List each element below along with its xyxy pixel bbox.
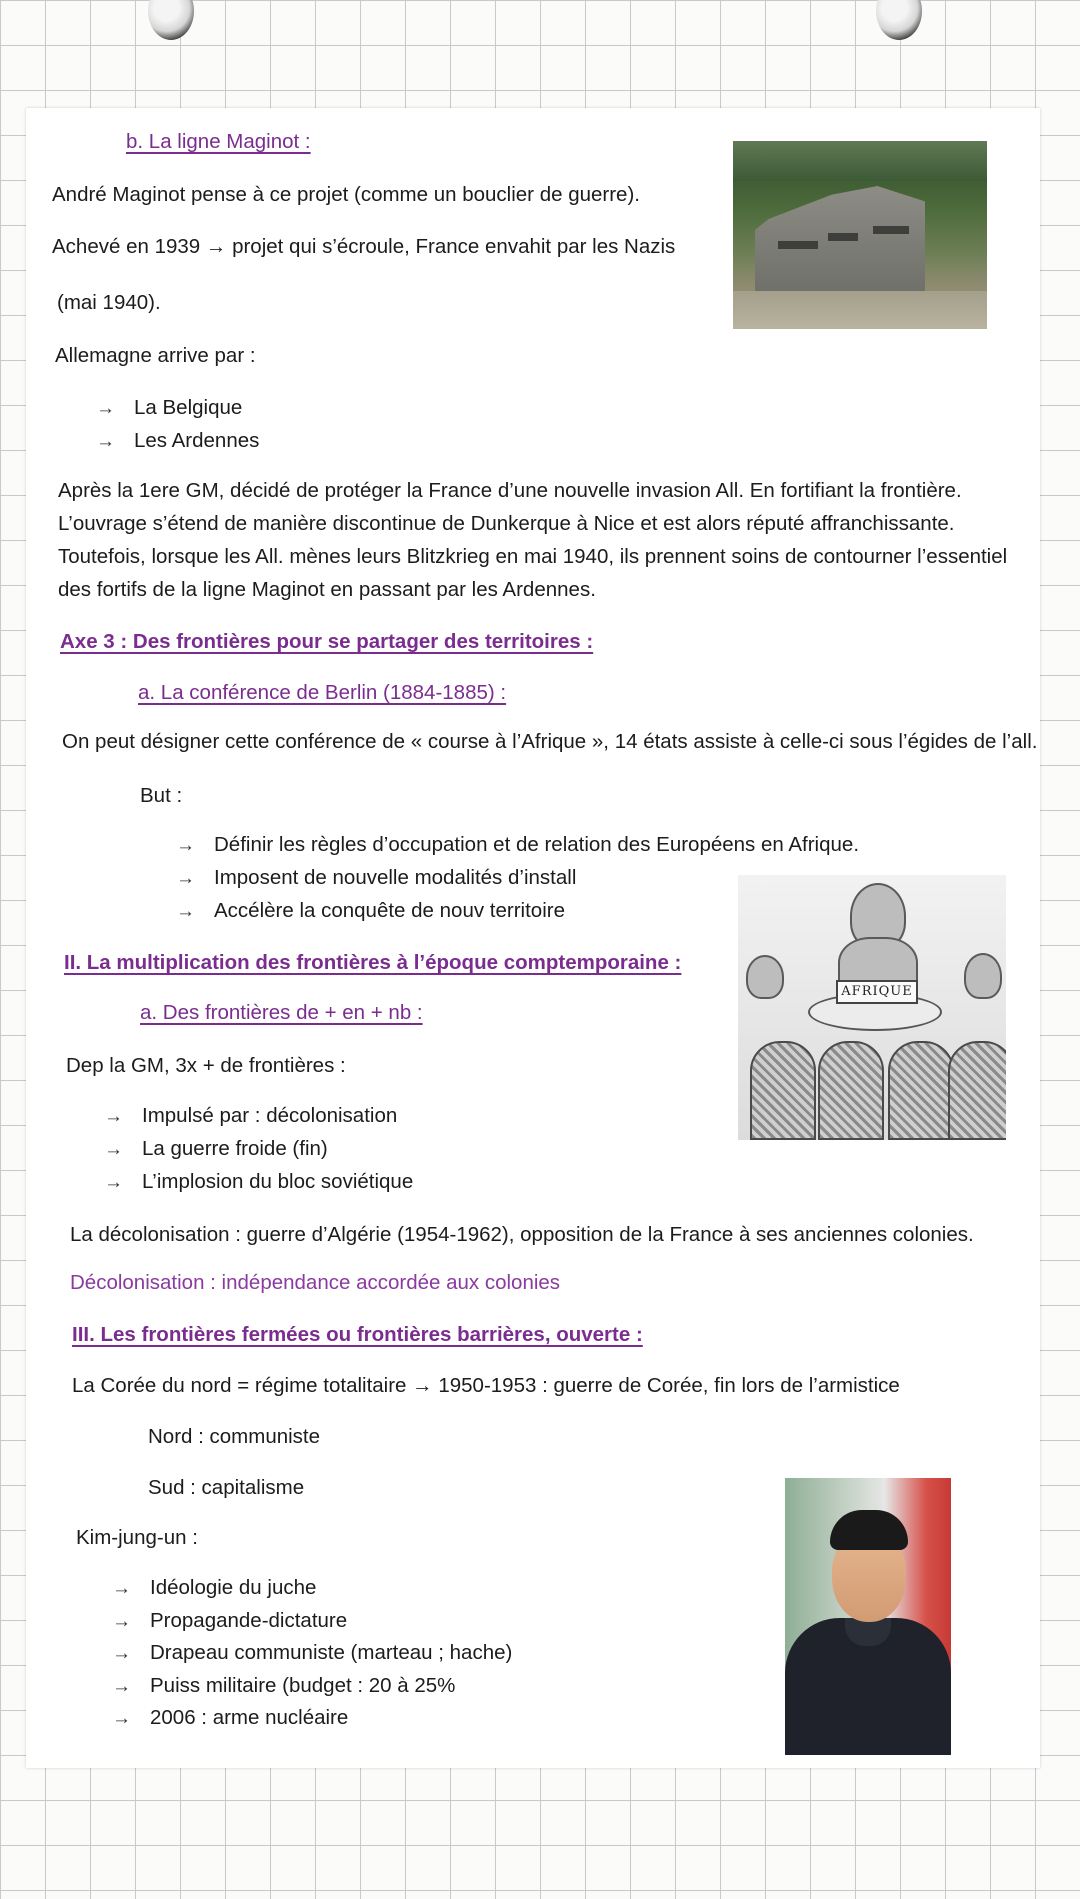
list-item [112,1705,348,1732]
kim-label: Kim-jung-un : [76,1526,198,1549]
arrow-icon: → [176,868,195,889]
arrow-icon: → [112,1708,131,1729]
section2a-line: Dep la GM, 3x + de frontières : [66,1054,346,1077]
bullet-text: Accélère la conquête de nouv territoire [214,899,565,922]
bullet-text: Impulsé par : décolonisation [142,1104,398,1127]
arrow-icon: → [96,398,115,419]
berlin-line: On peut désigner cette conférence de « course à l’Afrique », 14 états assiste à celle-ci sous l’égides de l’all. [62,730,1038,753]
list-item [96,395,242,422]
berlin-title: a. La conférence de Berlin (1884-1885) : [138,681,507,704]
arrow-icon: → [104,1139,123,1160]
list-item [112,1608,347,1635]
arrow-icon: → [112,1643,131,1664]
list-item [104,1169,413,1196]
bullet-text: Puiss militaire (budget : 20 à 25% [150,1674,456,1697]
sud-line: Sud : capitalisme [148,1476,305,1499]
maginot-paragraph: Après la 1ere GM, décidé de protéger la France d’une nouvelle invasion All. En fortifiant la frontière. L’ouvrage s’étend de manière discontinue de Dunkerque à Nice et est alors réputé affranchissante. Toutefois, lorsque les All. mènes leurs Blitzkrieg en mai 1940, ils prennent soins de contourner l’essentiel des fortifs de la ligne Maginot en passant par les Ardennes. [58,479,1008,601]
bullet-text: Imposent de nouvelle modalités d’install [214,866,577,889]
bullet-text: Propagande-dictature [150,1609,348,1632]
bullet-text: Idéologie du juche [150,1576,317,1599]
bullet-text: L’implosion du bloc soviétique [142,1170,414,1193]
list-item [104,1103,397,1130]
arrow-icon: → [112,1611,131,1632]
list-item [112,1575,316,1602]
bullet-text: Drapeau communiste (marteau ; hache) [150,1641,513,1664]
berlin-conference-cartoon [738,875,1006,1140]
binder-hole-left [148,0,194,40]
list-item [96,428,259,455]
maginot-line-3: (mai 1940). [57,291,161,314]
bullet-text: La Belgique [134,396,243,419]
section2a-title: a. Des frontières de + en + nb : [140,1001,423,1024]
coree-line: La Corée du nord = régime totalitaire → 1950-1953 : guerre de Corée, fin lors de l’armistice [72,1374,900,1397]
list-item [176,832,859,859]
bullet-text: 2006 : arme nucléaire [150,1706,349,1729]
arrow-icon: → [112,1676,131,1697]
arrow-icon: → [176,835,195,856]
decolonisation-definition: Décolonisation : indépendance accordée aux colonies [70,1271,561,1294]
nord-line: Nord : communiste [148,1425,321,1448]
maginot-line-1: André Maginot pense à ce projet (comme un bouclier de guerre). [52,183,640,206]
bullet-text: Les Ardennes [134,429,260,452]
africa-label: AFRIQUE [836,980,918,1004]
list-item [112,1640,512,1667]
arrow-icon: → [104,1172,123,1193]
maginot-title: b. La ligne Maginot : [126,130,311,153]
bunker-photo [733,141,987,329]
bullet-text: Définir les règles d’occupation et de relation des Européens en Afrique. [214,833,860,856]
decolonisation-line: La décolonisation : guerre d’Algérie (1954-1962), opposition de la France à ses anciennes colonies. [70,1223,974,1246]
maginot-line-4: Allemagne arrive par : [55,344,256,367]
axe3-title: Axe 3 : Des frontières pour se partager des territoires : [60,630,594,653]
arrow-icon: → [104,1106,123,1127]
section2-title: II. La multiplication des frontières à l’époque comptemporaine : [64,951,682,974]
portrait-photo [785,1478,951,1755]
section3-title: III. Les frontières fermées ou frontières barrières, ouverte : [72,1323,643,1346]
but-label: But : [140,784,183,807]
arrow-icon: → [176,901,195,922]
list-item [176,898,565,925]
list-item [112,1673,455,1700]
arrow-icon: → [96,431,115,452]
arrow-icon: → [112,1578,131,1599]
list-item [104,1136,328,1163]
maginot-line-2: Achevé en 1939 → projet qui s’écroule, France envahit par les Nazis [52,235,676,258]
list-item [176,865,576,892]
bullet-text: La guerre froide (fin) [142,1137,328,1160]
binder-hole-right [876,0,922,40]
